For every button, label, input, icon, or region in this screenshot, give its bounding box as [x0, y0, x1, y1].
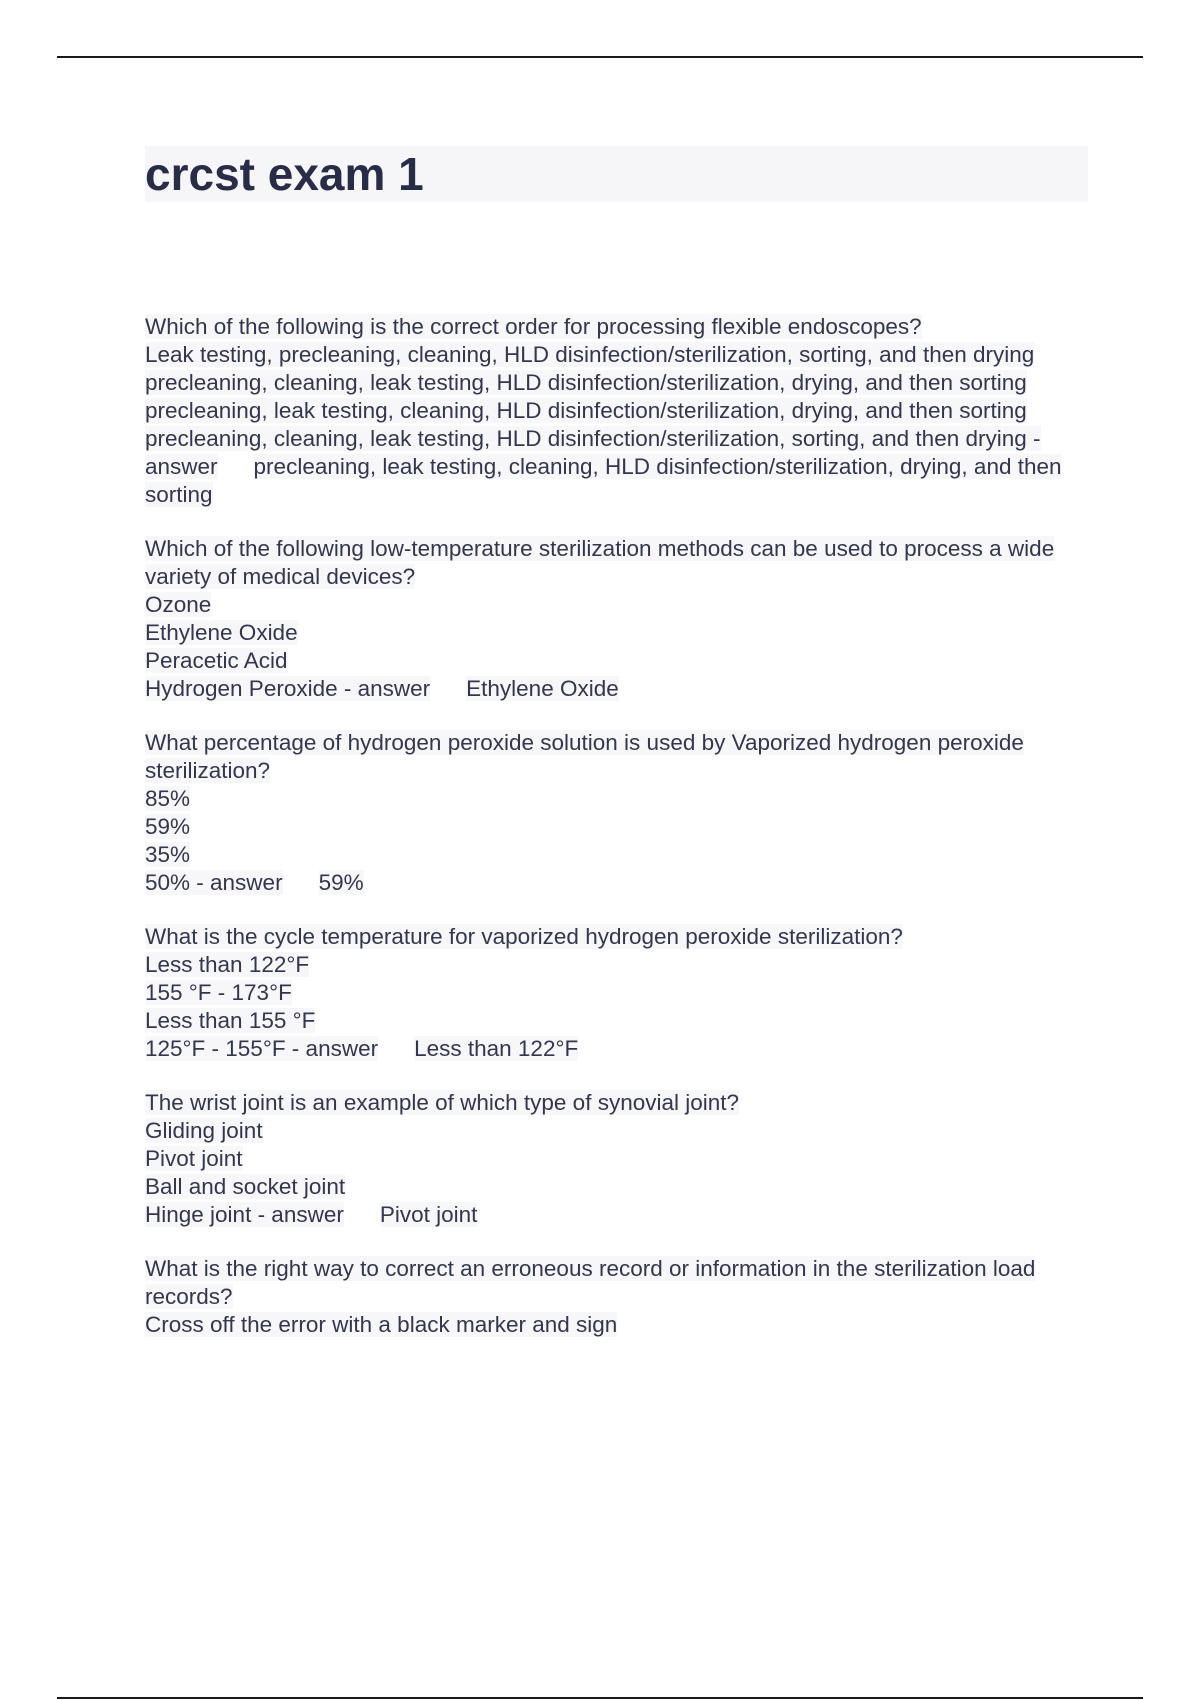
question-block — [145, 923, 1065, 1063]
answer-line — [145, 1201, 1065, 1229]
answer-option: Ethylene Oxide — [145, 620, 298, 645]
correct-answer: precleaning, leak testing, cleaning, HLD disinfection/sterilization, drying, and then sorting — [145, 454, 1062, 507]
answer-option: Pivot joint — [145, 1146, 243, 1171]
question-text: What percentage of hydrogen peroxide solution is used by Vaporized hydrogen peroxide sterilization? — [145, 730, 1024, 783]
answer-option: 35% — [145, 842, 191, 867]
answer-line — [145, 675, 1065, 703]
question-text: What is the cycle temperature for vaporized hydrogen peroxide sterilization? — [145, 924, 903, 949]
last-option: 125°F - 155°F - answer — [145, 1036, 379, 1061]
question-text: Which of the following low-temperature sterilization methods can be used to process a wide variety of medical devices? — [145, 536, 1055, 589]
answer-option: Ball and socket joint — [145, 1174, 346, 1199]
question-block — [145, 313, 1065, 509]
question-list — [145, 313, 1065, 1365]
correct-answer: 59% — [318, 870, 364, 895]
answer-option: Leak testing, precleaning, cleaning, HLD disinfection/sterilization, sorting, and then drying — [145, 342, 1035, 367]
answer-option: Gliding joint — [145, 1118, 263, 1143]
answer-line — [145, 869, 1065, 897]
answer-option: Ozone — [145, 592, 212, 617]
question-block — [145, 729, 1065, 897]
question-text: The wrist joint is an example of which type of synovial joint? — [145, 1090, 740, 1115]
answer-option: precleaning, leak testing, cleaning, HLD disinfection/sterilization, drying, and then sorting — [145, 398, 1027, 423]
last-option: 50% - answer — [145, 870, 283, 895]
last-option: Hinge joint - answer — [145, 1202, 344, 1227]
answer-option: Less than 122°F — [145, 952, 310, 977]
correct-answer: Pivot joint — [379, 1202, 478, 1227]
correct-answer: Ethylene Oxide — [466, 676, 619, 701]
question-block — [145, 1255, 1065, 1339]
answer-option: Cross off the error with a black marker and sign — [145, 1312, 618, 1337]
top-rule — [57, 56, 1143, 58]
last-option: precleaning, cleaning, leak testing, HLD disinfection/sterilization, sorting, and then drying - answer — [145, 426, 1041, 479]
answer-option: 85% — [145, 786, 191, 811]
last-option: Hydrogen Peroxide - answer — [145, 676, 431, 701]
answer-option: Peracetic Acid — [145, 648, 288, 673]
page-title: crcst exam 1 — [145, 148, 424, 200]
question-text: Which of the following is the correct order for processing flexible endoscopes? — [145, 314, 922, 339]
question-block — [145, 535, 1065, 703]
correct-answer: Less than 122°F — [414, 1036, 579, 1061]
answer-option: 59% — [145, 814, 191, 839]
answer-option: precleaning, cleaning, leak testing, HLD disinfection/sterilization, drying, and then sorting — [145, 370, 1027, 395]
bottom-rule — [57, 1697, 1143, 1699]
answer-option: Less than 155 °F — [145, 1008, 316, 1033]
answer-line — [145, 425, 1065, 509]
answer-line — [145, 1035, 1065, 1063]
answer-option: 155 °F - 173°F — [145, 980, 292, 1005]
question-block — [145, 1089, 1065, 1229]
question-text: What is the right way to correct an erroneous record or information in the sterilization load records? — [145, 1256, 1036, 1309]
